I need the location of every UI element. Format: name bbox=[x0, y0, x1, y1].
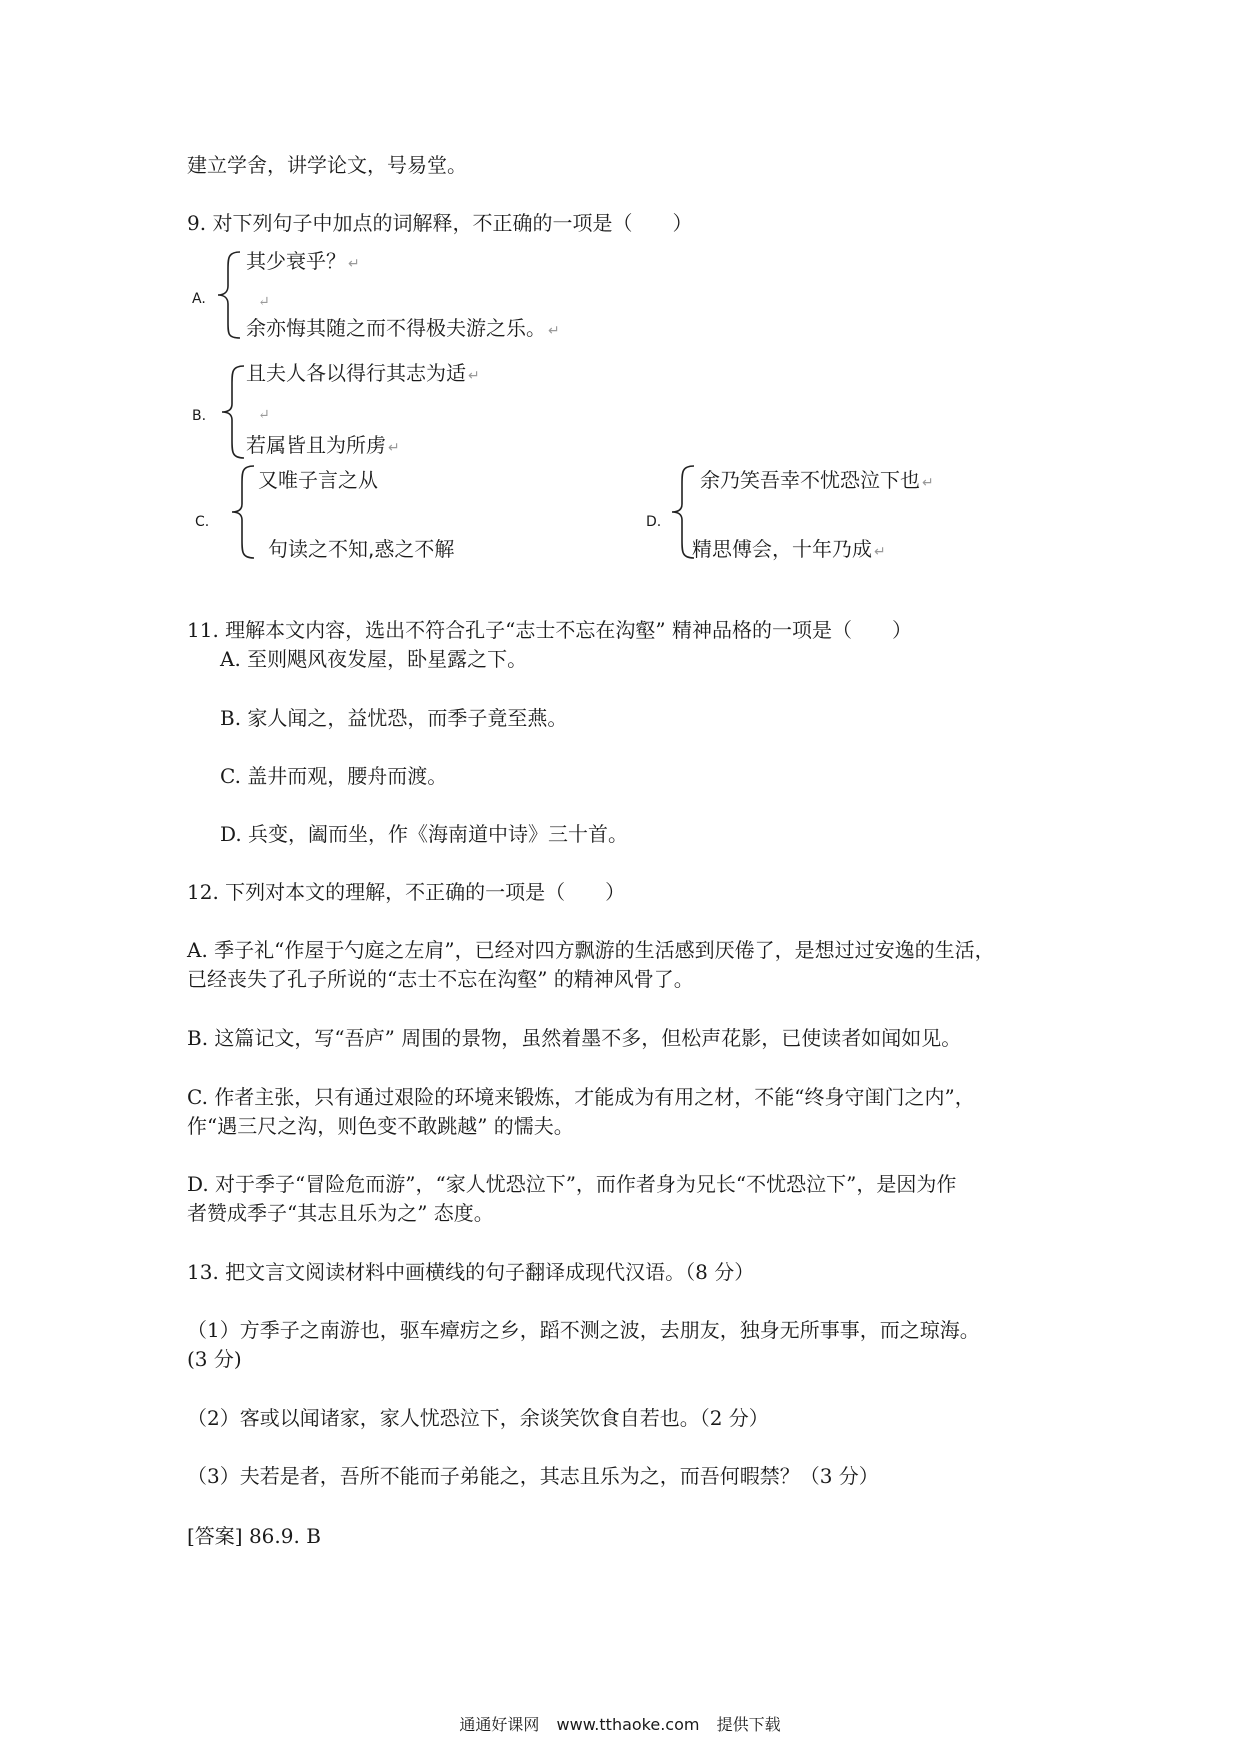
q12-option-d-line1: D. 对于季子“冒险危而游”，“家人忧恐泣下”，而作者身为兄长“不忧恐泣下”，是因为作 bbox=[187, 1172, 957, 1196]
brace-a-icon bbox=[214, 250, 244, 340]
q9-option-b-line1: 且夫人各以得行其志为适 ↵ bbox=[246, 361, 480, 385]
q13-sentence-1-score: (3 分) bbox=[187, 1347, 242, 1371]
q9-option-c-label: C. bbox=[195, 514, 210, 530]
q12-stem: 12. 下列对本文的理解，不正确的一项是（ ） bbox=[187, 880, 626, 904]
q12-option-a-line2: 已经丧失了孔子所说的“志士不忘在沟壑” 的精神风骨了。 bbox=[187, 967, 694, 991]
q9-option-b-line2: 若属皆且为所虏 ↵ bbox=[246, 433, 400, 457]
q13-stem: 13. 把文言文阅读材料中画横线的句子翻译成现代汉语。（8 分） bbox=[187, 1260, 755, 1284]
answer-line: [答案] 86.9. B bbox=[187, 1524, 321, 1548]
q9-option-b-mark: ↵ bbox=[258, 407, 270, 423]
q9-option-c-line2: 句读之不知,惑之不解 bbox=[268, 537, 455, 561]
q11-option-b: B. 家人闻之，益忧恐，而季子竟至燕。 bbox=[220, 706, 568, 730]
q12-option-c-line2: 作“遇三尺之沟，则色变不敢跳越” 的懦夫。 bbox=[187, 1114, 574, 1138]
footer-tail: 提供下载 bbox=[716, 1715, 781, 1734]
q9-option-a-line2: 余亦悔其随之而不得极夫游之乐。 ↵ bbox=[246, 316, 560, 340]
q13-sentence-1: （1）方季子之南游也，驱车瘴疠之乡，蹈不测之波，去朋友，独身无所事事，而之琼海。 bbox=[187, 1318, 980, 1342]
q12-option-c-line1: C. 作者主张，只有通过艰险的环境来锻炼，才能成为有用之材，不能“终身守闺门之内”， bbox=[187, 1085, 975, 1109]
q12-option-b: B. 这篇记文，写“吾庐” 周围的景物，虽然着墨不多，但松声花影，已使读者如闻如见。 bbox=[187, 1026, 962, 1050]
q13-sentence-2: （2）客或以闻诸家，家人忧恐泣下，余谈笑饮食自若也。（2 分） bbox=[187, 1406, 769, 1430]
q9-option-d-label: D. bbox=[646, 514, 662, 530]
q9-option-a-line1: 其少衰乎？ ↵ bbox=[246, 249, 360, 273]
q9-option-c-line1: 又唯子言之从 bbox=[258, 468, 378, 492]
q9-option-d-line2: 精思傅会，十年乃成 ↵ bbox=[692, 537, 886, 561]
q12-option-a-line1: A. 季子礼“作屋于勺庭之左肩”，已经对四方飘游的生活感到厌倦了，是想过过安逸的生活， bbox=[187, 938, 995, 962]
q9-option-d-line1: 余乃笑吾幸不忧恐泣下也 ↵ bbox=[700, 468, 934, 492]
q13-sentence-3: （3）夫若是者，吾所不能而子弟能之，其志且乐为之，而吾何暇禁？（3 分） bbox=[187, 1464, 879, 1488]
brace-c-icon bbox=[228, 464, 258, 560]
intro-line: 建立学舍，讲学论文，号易堂。 bbox=[187, 153, 467, 177]
brace-b-icon bbox=[218, 364, 248, 460]
q9-stem: 9. 对下列句子中加点的词解释，不正确的一项是（ ） bbox=[187, 211, 693, 235]
footer-url[interactable]: www.tthaoke.com bbox=[556, 1715, 700, 1734]
footer-site-name: 通通好课网 bbox=[459, 1715, 540, 1734]
q11-option-d: D. 兵变，阖而坐，作《海南道中诗》三十首。 bbox=[220, 822, 629, 846]
page-footer bbox=[0, 1712, 1240, 1735]
q9-option-a-label: A. bbox=[192, 291, 206, 307]
q9-option-a-mark: ↵ bbox=[258, 294, 270, 310]
q11-option-c: C. 盖井而观，腰舟而渡。 bbox=[220, 764, 448, 788]
q11-stem: 11. 理解本文内容，选出不符合孔子“志士不忘在沟壑” 精神品格的一项是（ ） bbox=[187, 618, 912, 642]
q11-option-a: A. 至则飓风夜发屋，卧星露之下。 bbox=[220, 647, 528, 671]
q12-option-d-line2: 者赞成季子“其志且乐为之” 态度。 bbox=[187, 1201, 494, 1225]
q9-option-b-label: B. bbox=[192, 408, 207, 424]
